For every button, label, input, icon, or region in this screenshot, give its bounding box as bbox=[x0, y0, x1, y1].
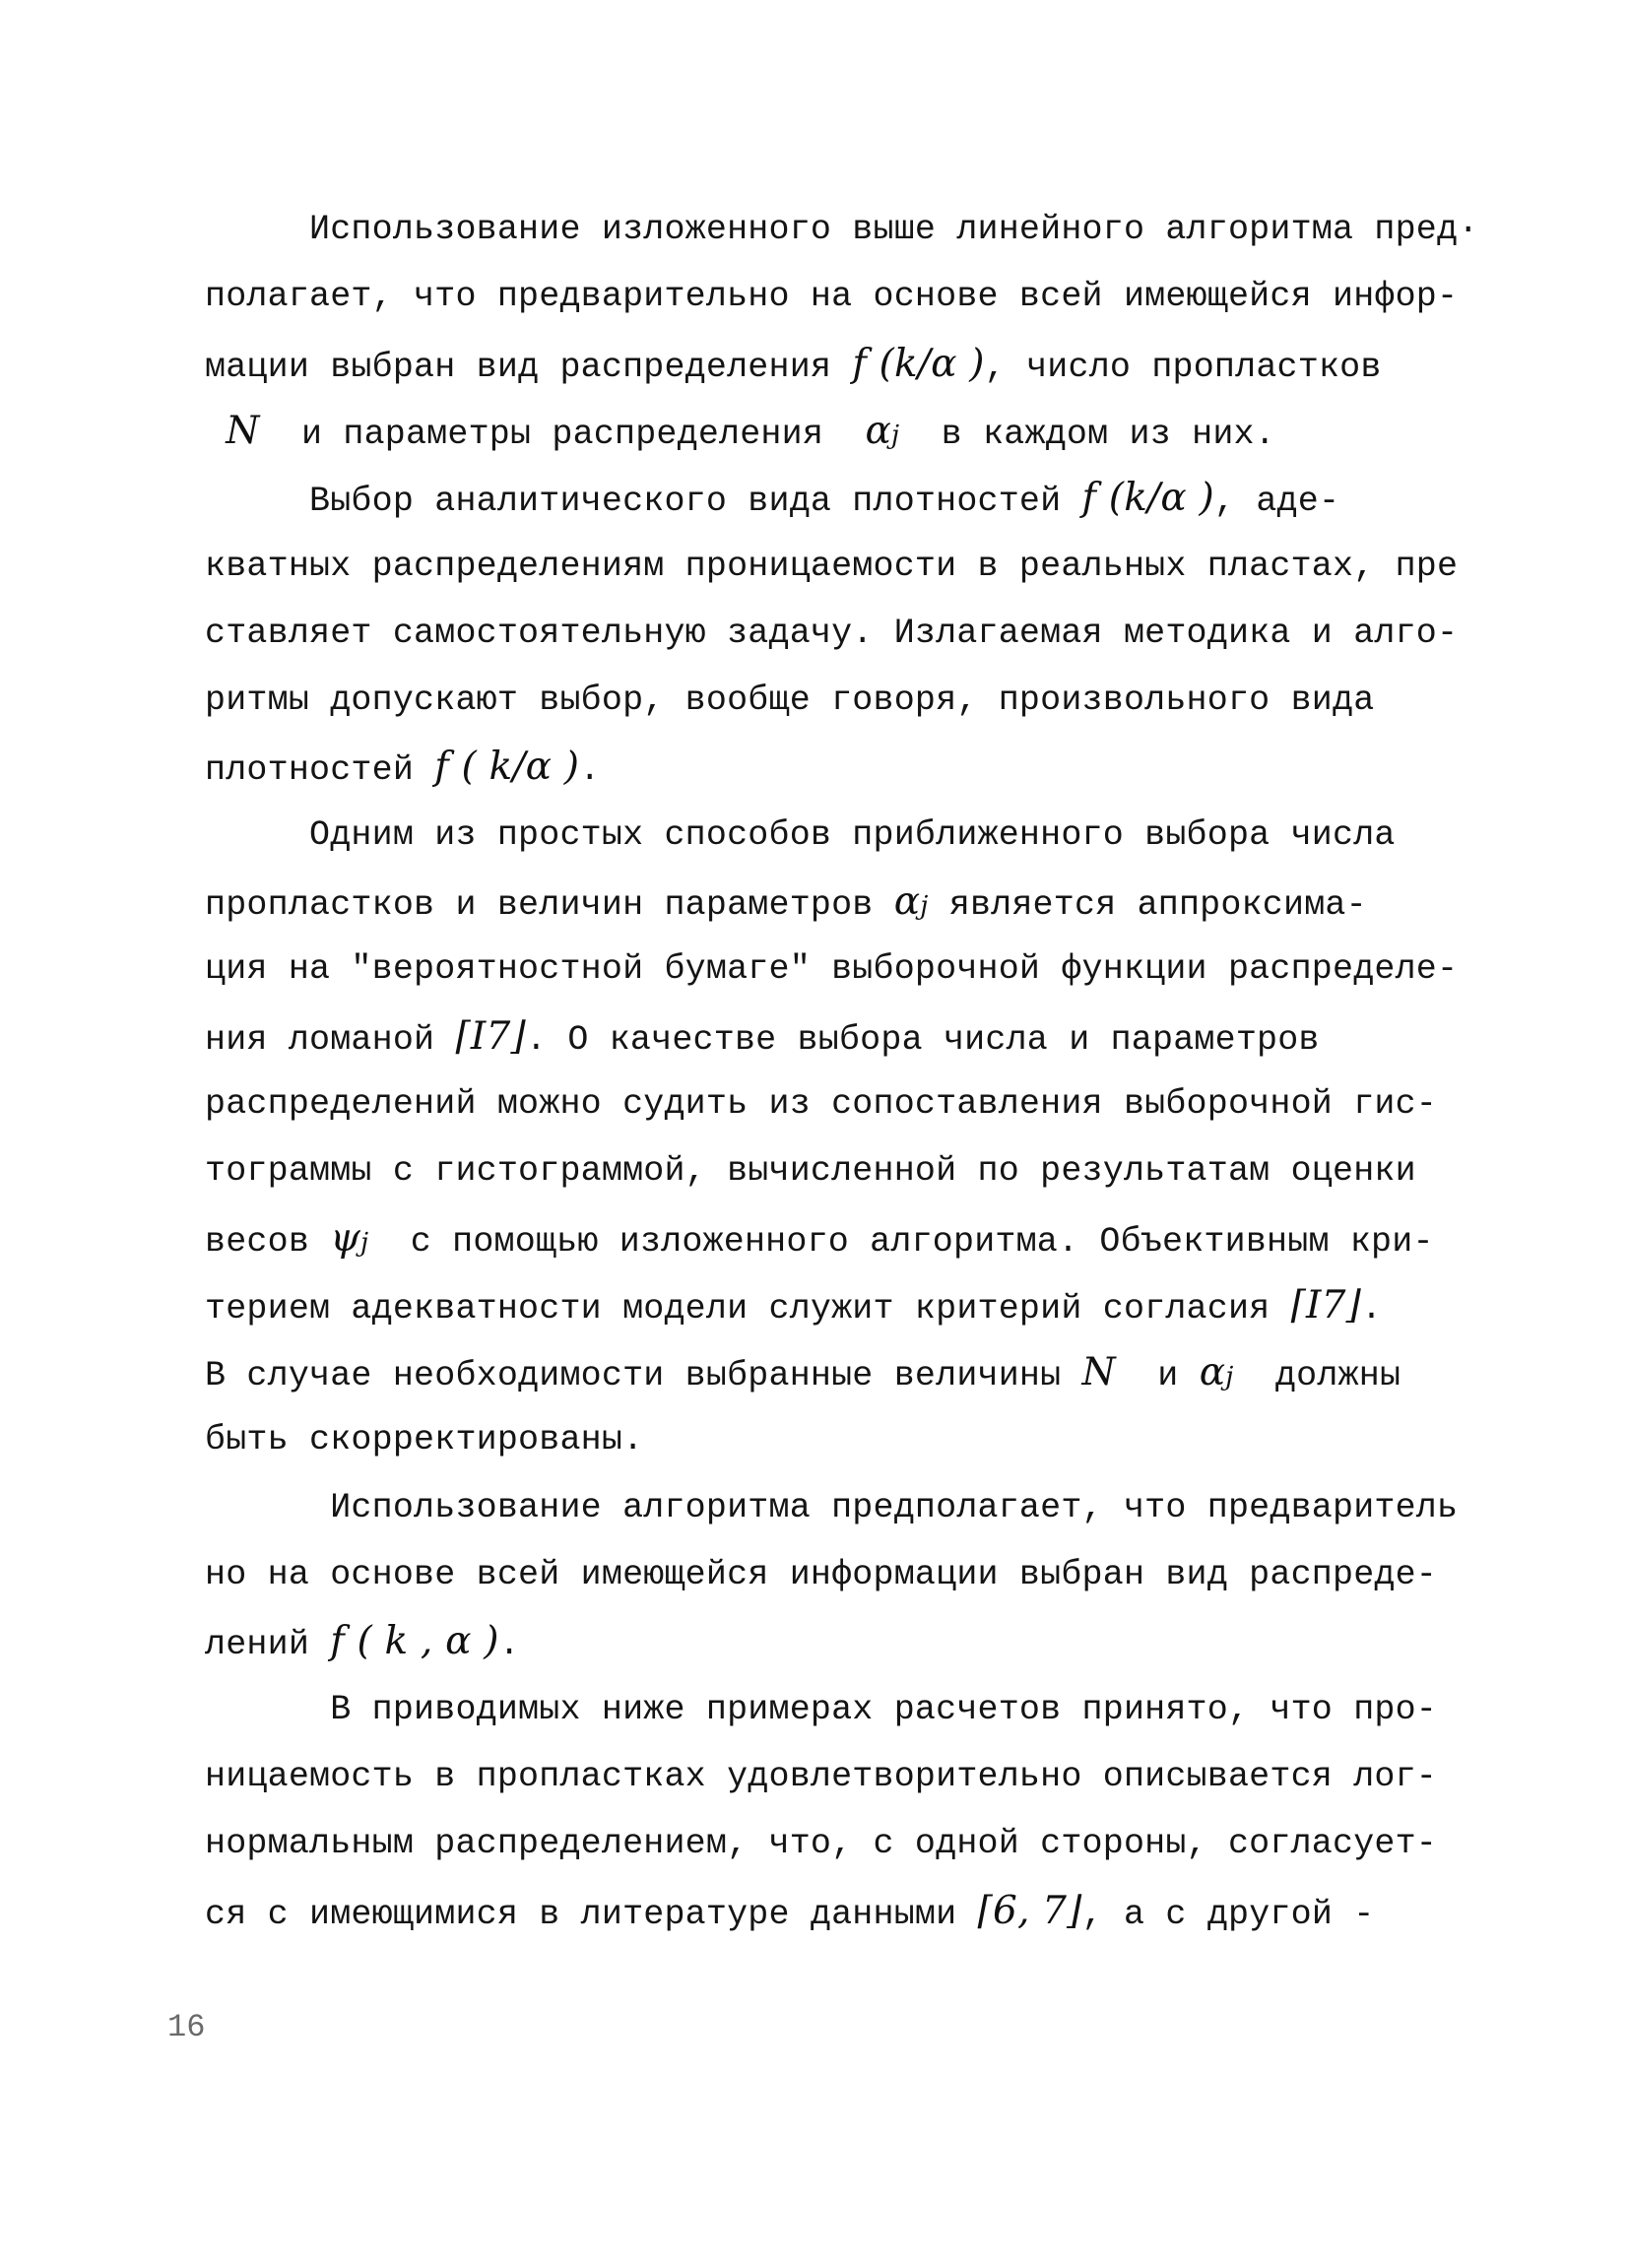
text-line bbox=[205, 1276, 1485, 1338]
formula-symbol: ⌈I7⌋ bbox=[1290, 1282, 1362, 1328]
text-line bbox=[205, 1680, 1485, 1739]
formula-symbol: ψ bbox=[330, 1215, 361, 1261]
text-segment: в каждом из них. bbox=[899, 414, 1275, 454]
formula-symbol: f ( k , α ) bbox=[330, 1619, 499, 1664]
text-line bbox=[205, 267, 1485, 326]
text-line bbox=[205, 1612, 1485, 1674]
text-line bbox=[205, 873, 1485, 936]
text-line bbox=[205, 1882, 1485, 1944]
text-line bbox=[205, 1007, 1485, 1069]
text-line bbox=[205, 200, 1485, 259]
text-line bbox=[205, 604, 1485, 663]
formula-symbol: α bbox=[1199, 1350, 1226, 1395]
text-line bbox=[205, 469, 1485, 531]
text-line bbox=[205, 1478, 1485, 1537]
text-segment: лений bbox=[205, 1625, 331, 1665]
text-line bbox=[205, 1747, 1485, 1806]
page-number: 16 bbox=[167, 2009, 206, 2045]
formula-symbol: j bbox=[1225, 1362, 1234, 1393]
text-segment: Использование алгоритма предполагает, что предваритель bbox=[205, 1487, 1459, 1527]
text-segment: но на основе всей имеющейся информации выбран вид распреде- bbox=[205, 1555, 1438, 1594]
text-line bbox=[205, 335, 1485, 397]
text-segment: нормальным распределением, что, с одной стороны, согласует- bbox=[205, 1824, 1438, 1864]
text-segment: ния ломаной bbox=[205, 1019, 456, 1060]
text-line bbox=[205, 1410, 1485, 1469]
text-segment: мации выбран вид распределения bbox=[205, 347, 853, 387]
formula-symbol: N bbox=[226, 408, 260, 453]
formula-symbol: f (k/α ) bbox=[1081, 476, 1214, 521]
text-segment: должны bbox=[1233, 1356, 1401, 1396]
text-segment: с помощью изложенного алгоритма. Объективным кри- bbox=[368, 1221, 1434, 1262]
text-segment: . bbox=[579, 750, 601, 791]
text-segment: ницаемость в пропластках удовлетворительно описывается лог- bbox=[205, 1756, 1438, 1796]
text-line bbox=[205, 940, 1485, 999]
text-segment: , число пропластков bbox=[984, 347, 1382, 387]
formula-symbol: j bbox=[920, 891, 929, 921]
text-segment: плотностей bbox=[205, 750, 435, 791]
text-segment: ритмы допускают выбор, вообще говоря, произвольного вида bbox=[205, 680, 1375, 721]
text-segment: ся с имеющимися в литературе данными bbox=[205, 1894, 978, 1934]
text-line bbox=[205, 1209, 1485, 1272]
formula-symbol: f (k/α ) bbox=[852, 341, 985, 386]
text-line bbox=[205, 1141, 1485, 1200]
text-segment: Одним из простых способов приближенного выбора числа bbox=[205, 814, 1396, 855]
text-segment: и bbox=[1115, 1356, 1200, 1396]
text-line bbox=[205, 738, 1485, 800]
text-segment: быть скорректированы. bbox=[205, 1420, 644, 1460]
text-segment: , аде- bbox=[1213, 482, 1340, 522]
formula-symbol: ⌈6, 7⌋ bbox=[977, 1888, 1082, 1933]
text-line bbox=[205, 537, 1485, 596]
text-segment: ставляет самостоятельную задачу. Излагаемая методика и алго- bbox=[205, 613, 1459, 653]
text-segment: В случае необходимости выбранные величины bbox=[205, 1356, 1082, 1396]
formula-symbol: α bbox=[893, 879, 921, 924]
text-line bbox=[205, 806, 1485, 865]
text-segment: является аппроксима- bbox=[928, 885, 1367, 925]
text-segment: . bbox=[498, 1625, 520, 1665]
text-segment: кватных распределениям проницаемости в реальных пластах, пре bbox=[205, 546, 1459, 586]
text-line bbox=[205, 402, 1485, 465]
text-segment: Использование изложенного выше линейного алгоритма пред· bbox=[205, 210, 1479, 249]
text-segment: полагает, что предварительно на основе всей имеющейся инфор- bbox=[205, 277, 1459, 317]
text-segment: , а с другой - bbox=[1081, 1894, 1375, 1934]
formula-symbol: ⌈I7⌋ bbox=[455, 1013, 526, 1059]
text-line bbox=[205, 671, 1485, 730]
text-line bbox=[205, 1074, 1485, 1134]
text-segment: . bbox=[1361, 1288, 1383, 1328]
text-segment bbox=[205, 415, 226, 454]
text-segment: терием адекватности модели служит критерий согласия bbox=[205, 1288, 1291, 1328]
text-segment: Выбор аналитического вида плотностей bbox=[205, 482, 1082, 522]
text-segment: и параметры распределения bbox=[259, 414, 866, 454]
text-segment: весов bbox=[205, 1221, 331, 1262]
text-segment: распределений можно судить из сопоставления выборочной гис- bbox=[205, 1083, 1438, 1124]
text-segment: . О качестве выбора числа и параметров bbox=[525, 1019, 1320, 1060]
formula-symbol: j bbox=[891, 420, 900, 450]
formula-symbol: f ( k/α ) bbox=[434, 745, 580, 790]
formula-symbol: N bbox=[1081, 1350, 1116, 1395]
text-line bbox=[205, 1814, 1485, 1873]
text-segment: ция на "вероятностной бумаге" выборочной функции распределе- bbox=[205, 949, 1459, 990]
formula-symbol: α bbox=[865, 408, 891, 453]
text-line bbox=[205, 1545, 1485, 1604]
text-segment: тограммы с гистограммой, вычисленной по результатам оценки bbox=[205, 1151, 1416, 1192]
text-segment: пропластков и величин параметров bbox=[205, 885, 894, 925]
text-line bbox=[205, 1343, 1485, 1406]
text-segment: В приводимых ниже примерах расчетов принято, что про- bbox=[205, 1689, 1438, 1729]
formula-symbol: j bbox=[360, 1227, 369, 1258]
